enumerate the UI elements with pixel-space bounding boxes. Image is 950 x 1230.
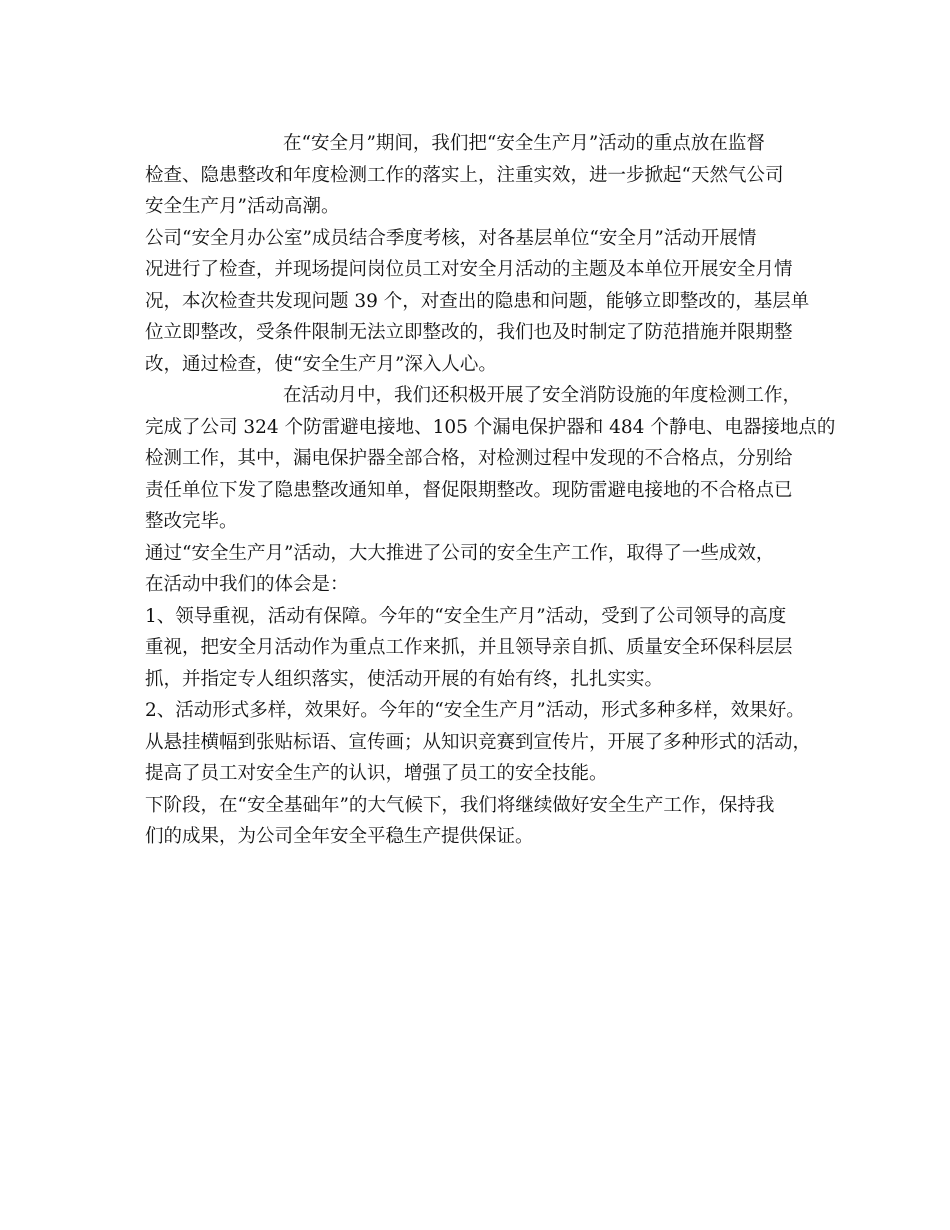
text-line: 在“安全月”期间，我们把“安全生产月”活动的重点放在监督: [283, 133, 765, 154]
text-line: 安全生产月”活动高潮。: [145, 196, 340, 217]
text-line: 在活动月中，我们还积极开展了安全消防设施的年度检测工作，: [283, 385, 802, 406]
text-line: 抓，并指定专人组织落实，使活动开展的有始有终，扎扎实实。: [145, 668, 664, 690]
text-line: 重视，把安全月活动作为重点工作来抓，并且领导亲自抓、质量安全环保科层层: [145, 637, 793, 658]
text-line: 2、活动形式多样，效果好。今年的“安全生产月”活动，形式多种多样，效果好。: [145, 700, 805, 721]
text-line: 通过“安全生产月”活动，大大推进了公司的安全生产工作，取得了一些成效，: [145, 542, 775, 564]
text-line: 检测工作，其中，漏电保护器全部合格，对检测过程中发现的不合格点，分别给: [145, 448, 793, 469]
text-line: 下阶段，在“安全基础年”的大气候下，我们将继续做好安全生产工作，保持我: [145, 794, 775, 816]
text-line: 改，通过检查，使“安全生产月”深入人心。: [145, 353, 497, 375]
text-line: 况，本次检查共发现问题 39 个，对查出的隐患和问题，能够立即整改的，基层单: [145, 290, 810, 312]
text-line: 责任单位下发了隐患整改通知单，督促限期整改。现防雷避电接地的不合格点已: [145, 479, 793, 501]
text-line: 检查、隐患整改和年度检测工作的落实上，注重实效，进一步掀起“天然气公司: [145, 164, 784, 186]
text-line: 况进行了检查，并现场提问岗位员工对安全月活动的主题及本单位开展安全月情: [145, 259, 793, 280]
text-line: 位立即整改，受条件限制无法立即整改的，我们也及时制定了防范措施并限期整: [145, 322, 793, 343]
text-line: 在活动中我们的体会是：: [145, 574, 349, 595]
document-body: [145, 128, 835, 853]
text-line: 从悬挂横幅到张贴标语、宣传画；从知识竞赛到宣传片，开展了多种形式的活动，: [145, 731, 812, 753]
text-line: 提高了员工对安全生产的认识，增强了员工的安全技能。: [145, 763, 608, 784]
text-line: 完成了公司 324 个防雷避电接地、105 个漏电保护器和 484 个静电、电器接地点的: [145, 416, 836, 438]
text-line: 1、领导重视，活动有保障。今年的“安全生产月”活动，受到了公司领导的高度: [145, 605, 787, 627]
text-line: 们的成果，为公司全年安全平稳生产提供保证。: [145, 826, 534, 847]
text-line: 整改完毕。: [145, 511, 238, 532]
text-line: 公司“安全月办公室”成员结合季度考核，对各基层单位“安全月”活动开展情: [145, 227, 757, 249]
